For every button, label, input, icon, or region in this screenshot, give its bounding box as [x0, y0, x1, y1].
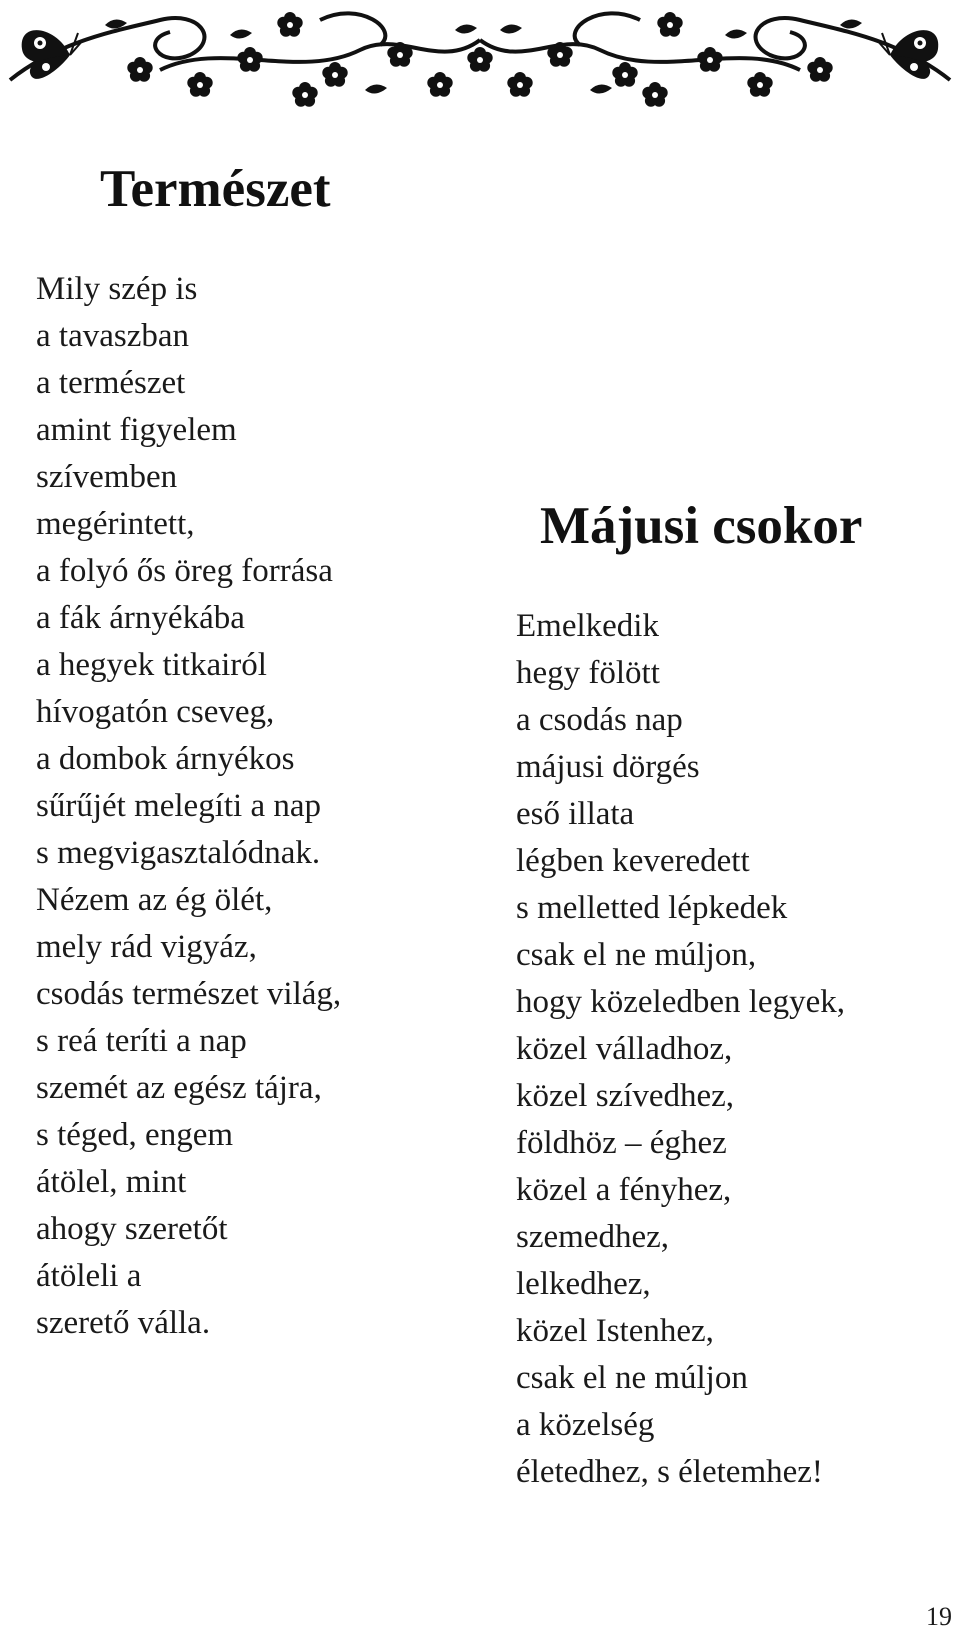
- poem-line: Emelkedik: [516, 608, 659, 644]
- poem-line: a fák árnyékába: [36, 600, 245, 636]
- poem-line: a természet: [36, 365, 186, 401]
- poem-line: szemedhez,: [516, 1219, 669, 1255]
- poem-line: átöleli a: [36, 1258, 142, 1294]
- poem-line: a csodás nap: [516, 702, 683, 738]
- poem-line: közel szívedhez,: [516, 1078, 735, 1114]
- poem-body-termeszet: [36, 266, 341, 1347]
- poem-line: megérintett,: [36, 506, 195, 542]
- poem-line: közel Istenhez,: [516, 1313, 714, 1349]
- poem-line: a hegyek titkairól: [36, 647, 267, 683]
- poem-line: légben keveredett: [516, 843, 750, 879]
- poem-line: májusi dörgés: [516, 749, 700, 785]
- poem-line: csak el ne múljon,: [516, 937, 757, 973]
- poem-line: csak el ne múljon: [516, 1360, 748, 1396]
- poem-line: s megvigasztalódnak.: [36, 835, 321, 871]
- poem-line: szerető válla.: [36, 1305, 211, 1341]
- poem-line: csodás természet világ,: [36, 976, 342, 1012]
- poem-line: hogy közeledben legyek,: [516, 984, 845, 1020]
- poem-line: amint figyelem: [36, 412, 237, 448]
- poem-line: eső illata: [516, 796, 635, 832]
- poem-line: Mily szép is: [36, 271, 198, 307]
- poem-line: hívogatón cseveg,: [36, 694, 275, 730]
- poem-line: lelkedhez,: [516, 1266, 651, 1302]
- floral-butterfly-border-icon: [0, 0, 960, 110]
- poem-line: a közelség: [516, 1407, 655, 1443]
- poem-title-majusi-csokor: Májusi csokor: [540, 497, 863, 555]
- poem-line: Nézem az ég ölét,: [36, 882, 273, 918]
- poem-title-termeszet: Természet: [100, 160, 331, 218]
- poem-line: földhöz – éghez: [516, 1125, 727, 1161]
- poem-line: szemét az egész tájra,: [36, 1070, 322, 1106]
- poem-line: hegy fölött: [516, 655, 660, 691]
- poem-line: szívemben: [36, 459, 178, 495]
- poem-body-majusi-csokor: [516, 603, 845, 1496]
- poem-line: közel válladhoz,: [516, 1031, 733, 1067]
- poem-line: s melletted lépkedek: [516, 890, 788, 926]
- poem-line: s téged, engem: [36, 1117, 234, 1153]
- poem-line: a dombok árnyékos: [36, 741, 295, 777]
- poem-line: a folyó ős öreg forrása: [36, 553, 333, 589]
- poem-line: mely rád vigyáz,: [36, 929, 257, 965]
- poem-line: átölel, mint: [36, 1164, 187, 1200]
- poem-line: életedhez, s életemhez!: [516, 1454, 823, 1490]
- page-number: 19: [926, 1602, 952, 1631]
- poem-line: közel a fényhez,: [516, 1172, 732, 1208]
- poem-line: ahogy szeretőt: [36, 1211, 228, 1247]
- poem-line: s reá teríti a nap: [36, 1023, 247, 1059]
- poem-line: sűrűjét melegíti a nap: [36, 788, 321, 824]
- poem-line: a tavaszban: [36, 318, 189, 354]
